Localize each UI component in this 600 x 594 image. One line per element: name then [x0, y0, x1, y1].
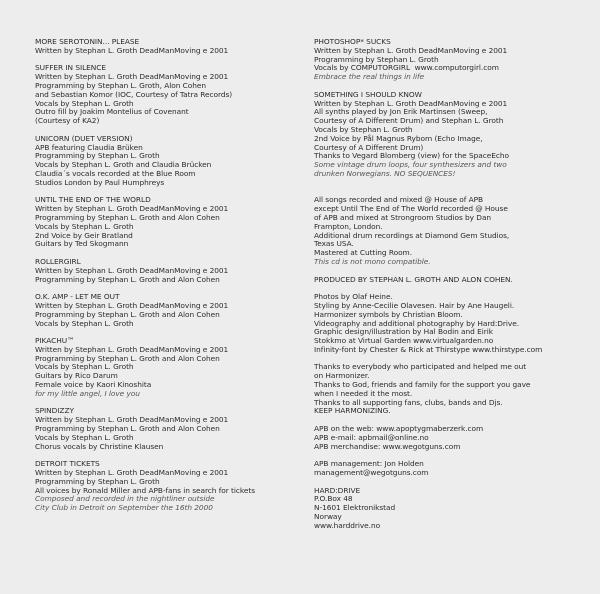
credit-line: City Club in Detroit on September the 16th 2000 — [35, 503, 213, 513]
credit-block — [314, 363, 584, 416]
credit-block — [314, 38, 584, 82]
credit-heading: UNTIL THE END OF THE WORLD — [35, 195, 151, 205]
credit-line: (Courtesy of KA2) — [35, 116, 100, 126]
credit-block — [35, 337, 297, 399]
credit-line: management@wegotguns.com — [314, 468, 429, 478]
credit-line: Written by Stephan L. Groth DeadManMoving e 2001 — [35, 265, 229, 275]
credit-line: Outro fill by Joakim Montelius of Covenant — [35, 107, 189, 117]
credit-line: Norway — [314, 512, 342, 522]
credit-block — [314, 425, 584, 451]
credit-line: Claudia´s vocals recorded at the Blue Room — [35, 168, 196, 178]
credit-line: on Harmonizer. — [314, 371, 370, 381]
credit-heading: All songs recorded and mixed @ House of APB — [314, 195, 484, 205]
credit-line: APB featuring Claudia Brüken — [35, 142, 143, 152]
credit-line: Programming by Stephan L. Groth — [35, 151, 160, 161]
credit-line: Vocals by Stephan L. Groth — [35, 362, 134, 372]
credit-line: Programming by Stephan L. Groth and Alon Cohen — [35, 309, 220, 319]
credit-line: Videography and additional photography by Hard:Drive. — [314, 318, 520, 328]
credit-block — [314, 487, 584, 531]
credit-line: Mastered at Cutting Room. — [314, 248, 413, 258]
credit-heading: DETROIT TICKETS — [35, 459, 100, 469]
credit-line: www.harddrive.no — [314, 520, 381, 530]
credit-line: Written by Stephan L. Groth DeadManMoving e 2001 — [35, 415, 229, 425]
credit-line: N-1601 Elektronikstad — [314, 503, 396, 513]
credit-line: for my little angel, I love you — [35, 388, 140, 398]
credit-line: Vocals by Stephan L. Groth — [35, 432, 134, 442]
credit-line: APB merchandise: www.wegotguns.com — [314, 441, 461, 451]
credit-line: Infinity-font by Chester & Rick at Thirstype www.thirstype.com — [314, 344, 543, 354]
credit-line: Programming by Stephan L. Groth and Alon Cohen — [35, 274, 220, 284]
credit-heading: Photos by Olaf Heine. — [314, 292, 393, 302]
left-column — [35, 38, 297, 522]
credit-heading: APB management: Jon Holden — [314, 459, 424, 469]
credit-heading: MORE SEROTONIN... PLEASE — [35, 37, 140, 46]
credit-line: Courtesy of A Different Drum) and Stephan L. Groth — [314, 116, 504, 126]
credit-line: Programming by Stephan L. Groth — [314, 54, 439, 64]
credit-block — [35, 196, 297, 249]
credit-line: Guitars by Ted Skogmann — [35, 239, 129, 249]
credit-heading: SUFFER IN SILENCE — [35, 63, 106, 73]
credit-block — [314, 460, 584, 478]
credit-line: Texas USA. — [314, 239, 354, 249]
credit-block — [314, 293, 584, 355]
credit-line: Written by Stephan L. Groth DeadManMoving e 2001 — [314, 98, 508, 108]
credit-line: All synths played by Jon Erik Martinsen (Sweep, — [314, 107, 488, 117]
credit-block — [314, 91, 584, 179]
credit-line: except Until The End of The World recorded @ House — [314, 204, 508, 214]
credit-line: Frampton, London. — [314, 221, 383, 231]
credit-line: Vocals by Stephan L. Groth — [35, 98, 134, 108]
credit-heading: PRODUCED BY STEPHAN L. GROTH AND ALON COHEN. — [314, 274, 513, 284]
credit-line: Guitars by Rico Darum — [35, 371, 118, 381]
credit-line: Stokkmo at Virtual Garden www.virtualgarden.no — [314, 336, 494, 346]
credit-line: Written by Stephan L. Groth DeadManMoving e 2001 — [35, 300, 229, 310]
credit-block — [35, 135, 297, 188]
credit-line: Programming by Stephan L. Groth, Alon Cohen — [35, 80, 206, 90]
credit-block — [35, 293, 297, 328]
credit-line: All voices by Ronald Miller and APB-fans in search for tickets — [35, 485, 256, 495]
credit-line: Programming by Stephan L. Groth and Alon Cohen — [35, 353, 220, 363]
credit-heading: SOMETHING I SHOULD KNOW — [314, 89, 422, 99]
credit-heading: Thanks to everybody who participated and helped me out — [314, 362, 527, 372]
credit-line: of APB and mixed at Strongroom Studios by Dan — [314, 212, 492, 222]
credit-line: Courtesy of A Different Drum) — [314, 142, 424, 152]
credit-heading: ROLLERGIRL — [35, 256, 81, 266]
credit-block — [35, 460, 297, 513]
credit-line: Programming by Stephan L. Groth — [35, 476, 160, 486]
credit-block — [35, 407, 297, 451]
credit-line: Thanks to God, friends and family for the support you gave — [314, 380, 531, 390]
credit-line: Thanks to all supporting fans, clubs, bands and Djs. — [314, 397, 503, 407]
credit-heading: PHOTOSHOP* SUCKS — [314, 37, 391, 46]
credit-heading: APB on the web: www.apoptygmaberzerk.com — [314, 424, 484, 434]
credit-line: Programming by Stephan L. Groth and Alon Cohen — [35, 212, 220, 222]
credit-line: Styling by Anne-Cecilie Olavesen. Hair by Ane Haugeli. — [314, 300, 515, 310]
credit-line: 2nd Voice by Pål Magnus Rybom (Echo Image, — [314, 133, 483, 143]
right-column — [314, 38, 584, 539]
credit-line: Written by Stephan L. Groth DeadManMoving e 2001 — [35, 72, 229, 82]
credit-line: Embrace the real things in life — [314, 72, 425, 82]
credit-line: 2nd Voice by Geir Bratland — [35, 230, 133, 240]
credit-block — [35, 64, 297, 126]
credit-line: Vocals by Stephan L. Groth — [35, 221, 134, 231]
credit-heading: PIKACHU™ — [35, 336, 75, 346]
credit-line: Vocals by Stephan L. Groth — [314, 124, 413, 134]
credit-line: Some vintage drum loops, four synthesizers and two — [314, 160, 507, 170]
credit-line: APB e-mail: apbmail@online.no — [314, 432, 429, 442]
credit-heading: SPINDIZZY — [35, 406, 74, 416]
credit-line: drunken Norwegians. NO SEQUENCES! — [314, 168, 456, 178]
credit-line: Additional drum recordings at Diamond Gem Studios, — [314, 230, 510, 240]
credit-line: Written by Stephan L. Groth DeadManMoving e 2001 — [35, 468, 229, 478]
credit-line: Harmonizer symbols by Christian Bloom. — [314, 309, 463, 319]
credit-line: Thanks to Vegard Blomberg (view) for the SpaceEcho — [314, 151, 509, 161]
credit-block — [314, 276, 584, 285]
credit-heading: HARD:DRIVE — [314, 485, 361, 495]
credit-heading: UNICORN (DUET VERSION) — [35, 133, 133, 143]
credit-line: Written by Stephan L. Groth DeadManMoving e 2001 — [35, 344, 229, 354]
credit-line: Vocals by COMPUTORGIRL www.computorgirl.com — [314, 63, 499, 73]
credit-line: Graphic design/illustration by Hal Bodin and Eirik — [314, 327, 493, 337]
credit-line: Vocals by Stephan L. Groth and Claudia Brücken — [35, 160, 212, 170]
credit-line: This cd is not mono compatible. — [314, 256, 431, 266]
credit-block — [314, 196, 584, 266]
credit-line: Written by Stephan L. Groth DeadManMoving e 2001 — [35, 204, 229, 214]
credit-line: P.O.Box 48 — [314, 494, 353, 504]
credit-line: Female voice by Kaori Kinoshita — [35, 380, 152, 390]
credit-line: Chorus vocals by Christine Klausen — [35, 441, 164, 451]
credit-heading: O.K. AMP - LET ME OUT — [35, 292, 120, 302]
credit-line: Written by Stephan L. Groth DeadManMoving e 2001 — [35, 45, 229, 55]
credit-block — [35, 258, 297, 284]
credit-line: Vocals by Stephan L. Groth — [35, 318, 134, 328]
credit-line: Studios London by Paul Humphreys — [35, 177, 165, 187]
credit-line: Programming by Stephan L. Groth and Alon Cohen — [35, 424, 220, 434]
credit-line: Composed and recorded in the nightliner outside — [35, 494, 215, 504]
credit-line: KEEP HARMONIZING. — [314, 406, 391, 416]
credit-line: when I needed it the most. — [314, 388, 413, 398]
credit-line: and Sebastian Komor (IOC, Courtesy of Tatra Records) — [35, 89, 233, 99]
credit-line: Written by Stephan L. Groth DeadManMoving e 2001 — [314, 45, 508, 55]
credit-block — [35, 38, 297, 56]
